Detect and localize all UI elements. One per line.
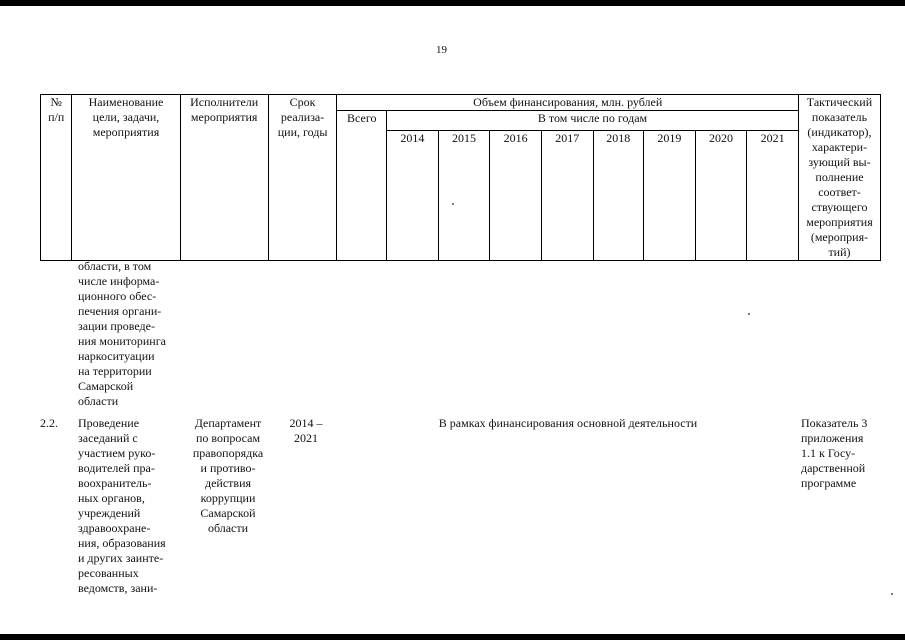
header-name: Наименование цели, задачи, мероприятия — [72, 95, 180, 261]
header-year: 2021 — [747, 131, 799, 261]
scan-border-bottom — [0, 634, 905, 640]
row-term: 2014 – 2021 — [289, 416, 323, 445]
header-year: 2020 — [695, 131, 747, 261]
header-term: Срок реализа- ции, годы — [268, 95, 337, 261]
header-year: 2015 — [438, 131, 490, 261]
header-year: 2017 — [541, 131, 593, 261]
row-number: 2.2. — [40, 416, 58, 430]
scan-speck — [748, 313, 750, 315]
header-indicator: Тактический показатель (индикатор), характери- зующий вы- полнение соответ- ствующего мероприятия (мероприя- тий) — [798, 95, 880, 261]
scan-border-top — [0, 0, 905, 6]
financing-table-header — [40, 94, 881, 261]
row-executors: Департамент по вопросам правопорядка и противо- действия коррупции Самарской области — [192, 416, 264, 535]
page-number: 19 — [436, 44, 447, 56]
header-year: 2016 — [490, 131, 542, 261]
header-year: 2018 — [593, 131, 644, 261]
header-executors: Исполнители мероприятия — [180, 95, 268, 261]
row-indicator: Показатель 3 приложения 1.1 к Госу- дарственной программе — [801, 416, 868, 490]
row-financing: В рамках финансирования основной деятельности — [438, 416, 698, 430]
scan-speck — [452, 203, 454, 205]
header-year: 2019 — [644, 131, 696, 261]
header-year: 2014 — [387, 131, 439, 261]
continued-item-text: области, в том числе информа- ционного обес- печения органи- зации проведе- ния мониторинга наркоситуации на территории Самарской области — [78, 259, 166, 408]
header-number: № п/п — [41, 95, 72, 261]
scan-speck — [891, 593, 893, 595]
row-activity-name: Проведение заседаний с участием руко- водителей пра- воохранитель- ных органов, учреждений здравоохране- ния, образования и других заинте- ресованных ведомств, зани- — [78, 416, 166, 595]
header-by-years: В том числе по годам — [387, 111, 799, 131]
header-total: Всего — [337, 111, 387, 261]
header-financing: Объем финансирования, млн. рублей — [337, 95, 798, 111]
